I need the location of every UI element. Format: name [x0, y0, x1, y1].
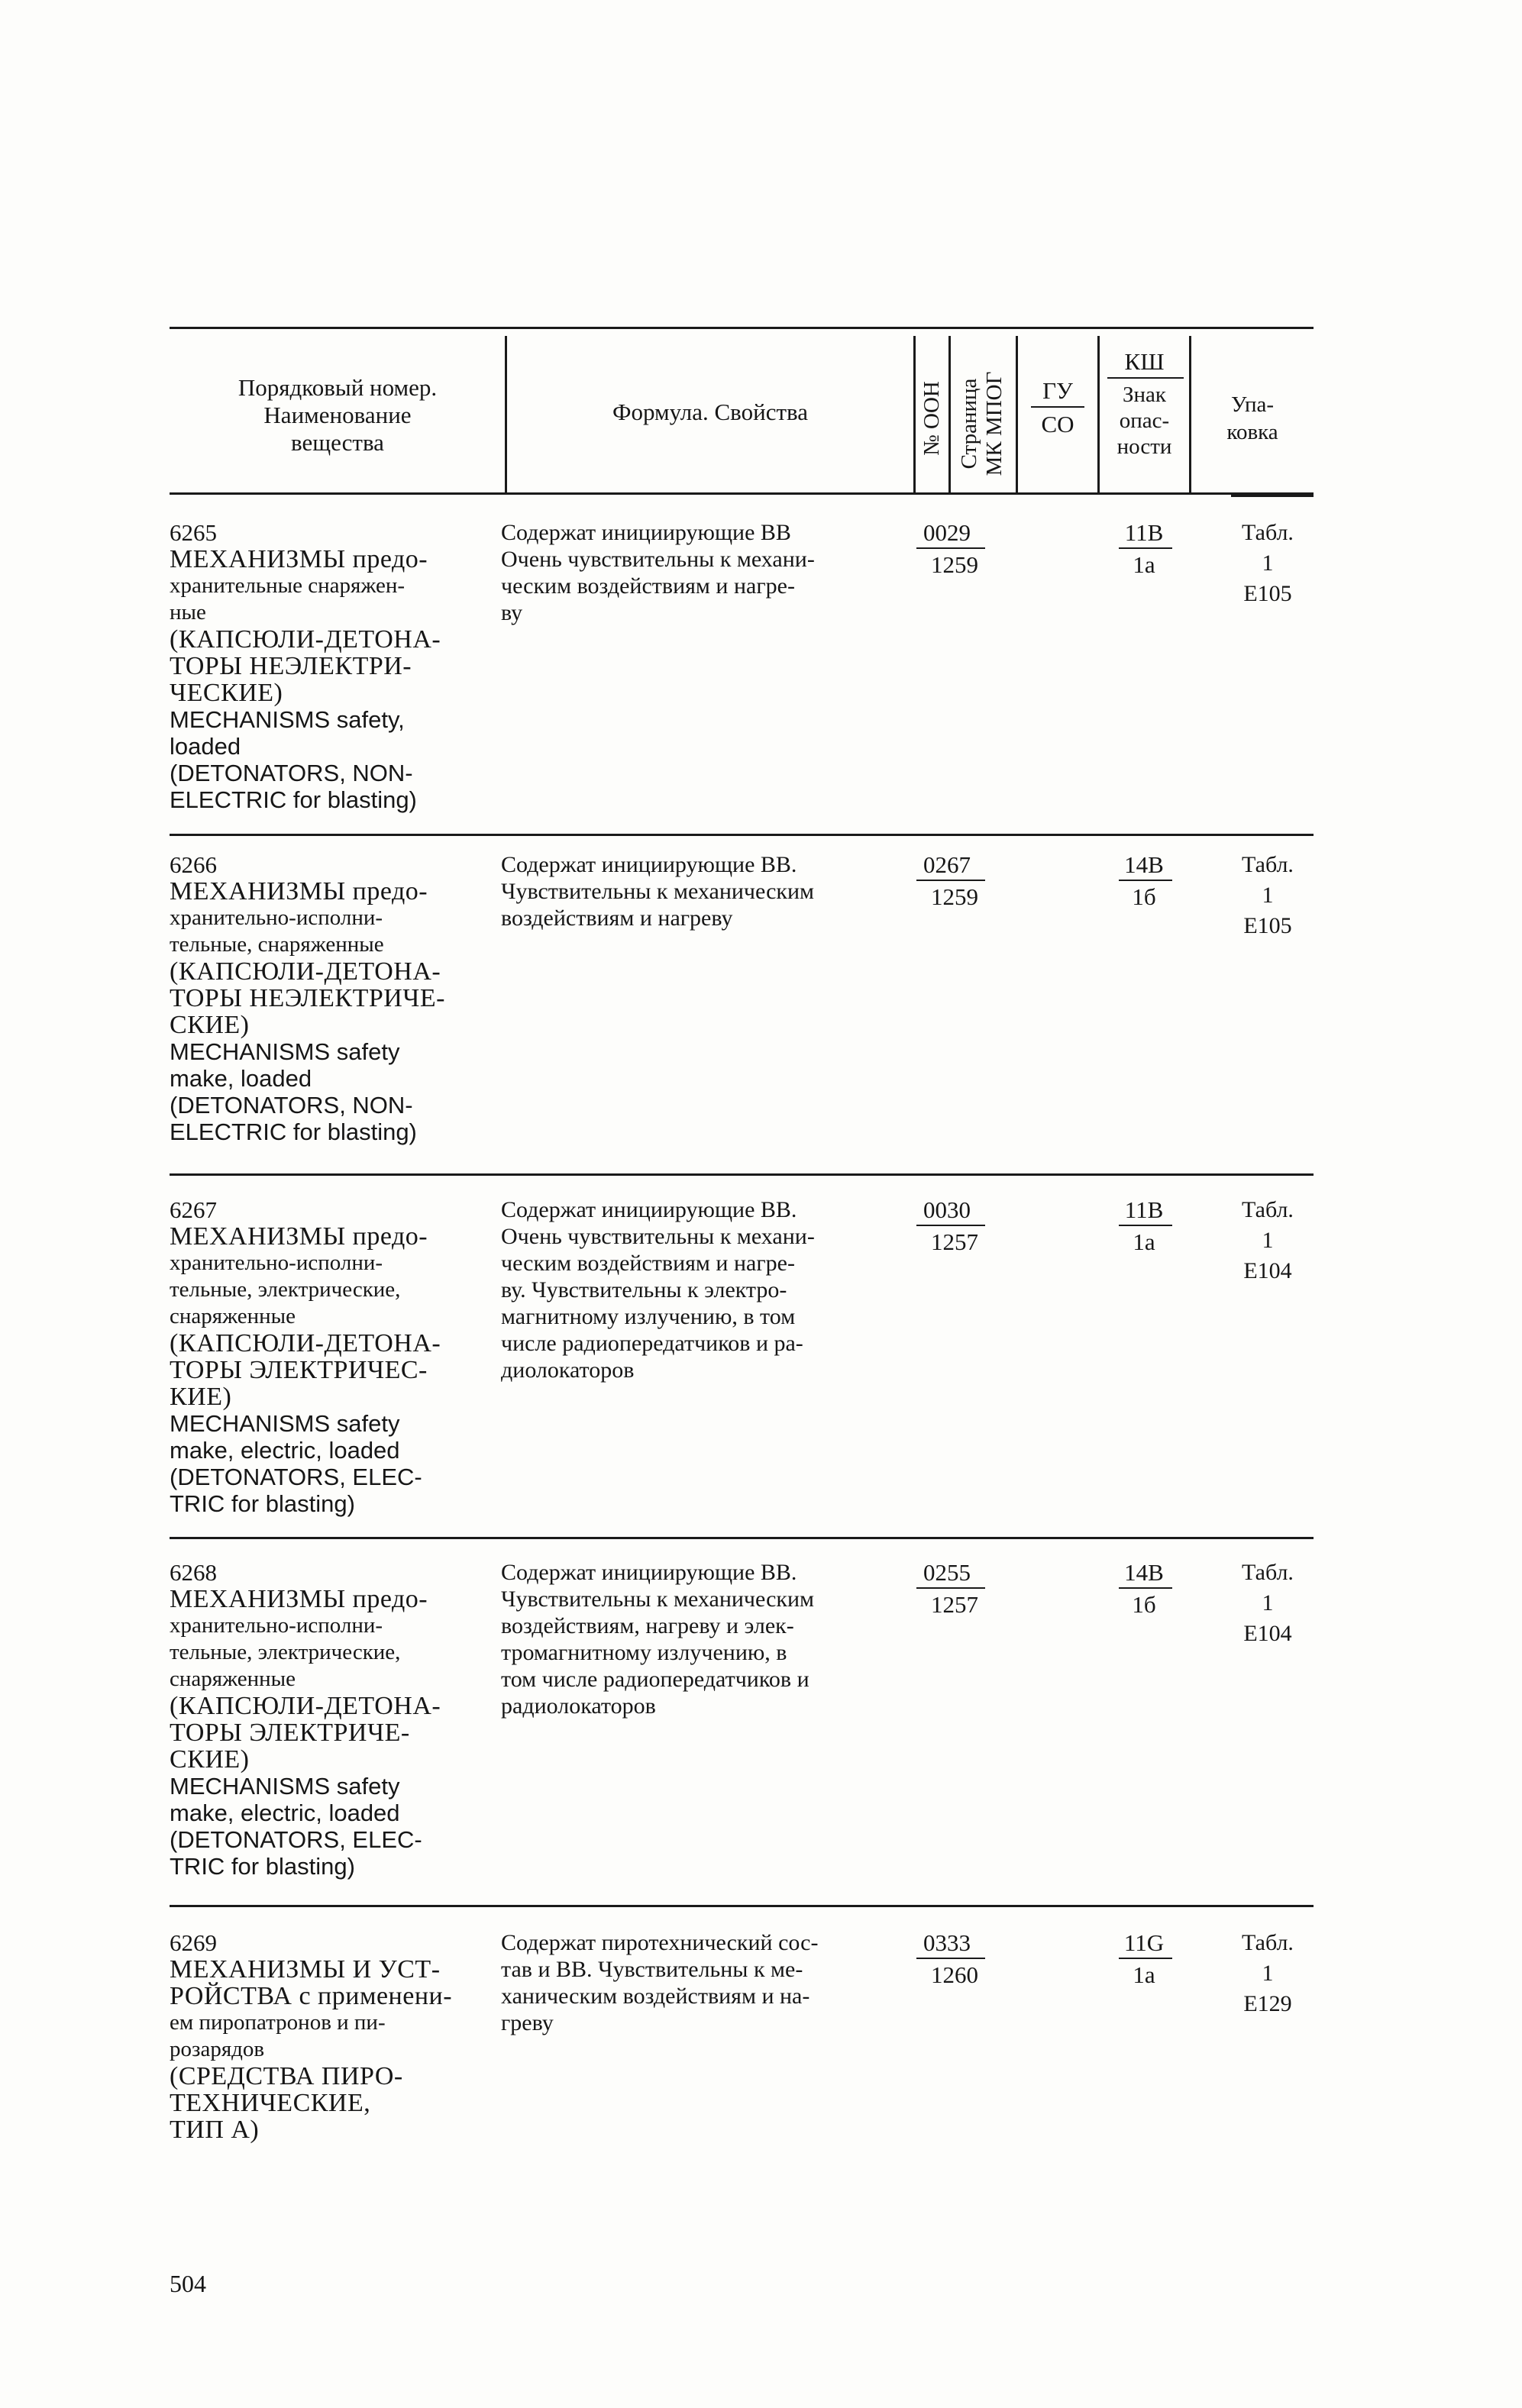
header-formula-column: Формула. Свойства [612, 399, 808, 425]
un-number: 0255 [923, 1559, 971, 1586]
header-divider [913, 336, 916, 492]
un-number: 0267 [923, 851, 971, 878]
un-page-fraction-line [916, 1958, 985, 1959]
packaging: Табл. 1 Е104 [1242, 1197, 1294, 1283]
hazard-sign: 1а [1133, 1961, 1155, 1988]
formula-properties: Содержат инициирующие ВВ. Чувствительны к механическим воздействиям, нагреву и элек- тромагнитному излучению, в том числе радиопередатчиков и радиолокаторов [501, 1560, 815, 1719]
substance-name: МЕХАНИЗМЫ предо- хранительно-исполни- тельные, электрические, снаряженные (КАПСЮЛИ-ДЕТОНА- ТОРЫ ЭЛЕКТРИЧЕС- КИЕ) MECHANISMS safety make, electric, loaded (DETONATORS, ELEC- TRIC for blasting) [170, 1222, 441, 1517]
classification-code: 11В [1124, 519, 1164, 546]
header-ksh-fraction-line [1107, 377, 1184, 379]
header-name-column: Порядковый номер. Наименование вещества [238, 374, 438, 456]
un-page-fraction-line [916, 1587, 985, 1589]
header-un-number: № ООН [919, 381, 944, 456]
classification-code: 14В [1124, 1559, 1164, 1586]
un-number: 0030 [923, 1196, 971, 1223]
packaging: Табл. 1 Е129 [1242, 1930, 1294, 2016]
header-hazard-sign: Знак опас- ности [1116, 383, 1172, 459]
row-divider [170, 1173, 1314, 1176]
header-gu-fraction-line [1031, 406, 1084, 408]
formula-properties: Содержат инициирующие ВВ. Чувствительны к механическим воздействиям и нагреву [501, 852, 815, 931]
header-top-rule [170, 327, 1314, 329]
ksh-fraction-line [1119, 1958, 1172, 1959]
substance-name: МЕХАНИЗМЫ И УСТ- РОЙСТВА с применени- ем пиропатронов и пи- розарядов (СРЕДСТВА ПИРО- ТЕХНИЧЕСКИЕ, ТИП А) [170, 1955, 453, 2144]
row-divider [170, 1905, 1314, 1907]
header-page-column: Страница МК МПОГ [957, 371, 1007, 476]
entry-number: 6265 [170, 519, 217, 546]
hazard-sign: 1а [1133, 551, 1155, 578]
page-number: 504 [170, 2270, 206, 2297]
formula-properties: Содержат инициирующие ВВ. Очень чувствительны к механи- ческим воздействиям и нагре- ву. Чувствительны к электро- магнитному излучению, в том числе радиопередатчиков и ра- диолокаторов [501, 1197, 815, 1383]
mpog-page: 1257 [931, 1228, 978, 1255]
header-gu: ГУ [1042, 377, 1073, 404]
un-page-fraction-line [916, 547, 985, 549]
ksh-fraction-line [1119, 880, 1172, 881]
row-divider [170, 1537, 1314, 1539]
header-ksh: КШ [1124, 348, 1165, 375]
substance-name: МЕХАНИЗМЫ предо- хранительно-исполни- тельные, электрические, снаряженные (КАПСЮЛИ-ДЕТОНА- ТОРЫ ЭЛЕКТРИЧЕ- СКИЕ) MECHANISMS safety make, electric, loaded (DETONATORS, ELEC- TRIC for blasting) [170, 1585, 441, 1880]
entry-number: 6268 [170, 1559, 217, 1586]
header-divider [948, 336, 951, 492]
packaging: Табл. 1 Е104 [1242, 1560, 1294, 1646]
mpog-page: 1259 [931, 551, 978, 578]
ksh-fraction-line [1119, 1587, 1172, 1589]
classification-code: 14В [1124, 851, 1164, 878]
formula-properties: Содержат пиротехнический сос- тав и ВВ. Чувствительны к ме- ханическим воздействиям и на- греву [501, 1930, 819, 2035]
hazard-sign: 1б [1132, 1591, 1156, 1618]
substance-name: МЕХАНИЗМЫ предо- хранительно-исполни- тельные, снаряженные (КАПСЮЛИ-ДЕТОНА- ТОРЫ НЕЭЛЕКТРИЧЕ- СКИЕ) MECHANISMS safety make, loaded (DETONATORS, NON- ELECTRIC for blasting) [170, 877, 445, 1145]
mpog-page: 1260 [931, 1961, 978, 1988]
mpog-page: 1259 [931, 883, 978, 910]
header-bottom-rule [170, 492, 1314, 495]
header-bottom-thick-rule [1231, 492, 1314, 497]
packaging: Табл. 1 Е105 [1242, 520, 1294, 606]
substance-name: МЕХАНИЗМЫ предо- хранительные снаряжен- ные (КАПСЮЛИ-ДЕТОНА- ТОРЫ НЕЭЛЕКТРИ- ЧЕСКИЕ) MECHANISMS safety, loaded (DETONATORS, NON- ELECTRIC for blasting) [170, 545, 441, 813]
header-co: СО [1041, 411, 1074, 437]
un-page-fraction-line [916, 1225, 985, 1226]
ksh-fraction-line [1119, 547, 1172, 549]
ksh-fraction-line [1119, 1225, 1172, 1226]
hazard-sign: 1а [1133, 1228, 1155, 1255]
classification-code: 11G [1123, 1929, 1165, 1956]
un-number: 0029 [923, 519, 971, 546]
packaging: Табл. 1 Е105 [1242, 852, 1294, 938]
un-number: 0333 [923, 1929, 971, 1956]
entry-number: 6266 [170, 851, 217, 878]
un-page-fraction-line [916, 880, 985, 881]
hazard-sign: 1б [1132, 883, 1156, 910]
formula-properties: Содержат инициирующие ВВ Очень чувствительны к механи- ческим воздействиям и нагре- ву [501, 520, 815, 625]
classification-code: 11В [1124, 1196, 1164, 1223]
header-packaging: Упа- ковка [1226, 392, 1278, 444]
row-divider [170, 834, 1314, 836]
mpog-page: 1257 [931, 1591, 978, 1618]
entry-number: 6267 [170, 1196, 217, 1223]
entry-number: 6269 [170, 1929, 217, 1956]
